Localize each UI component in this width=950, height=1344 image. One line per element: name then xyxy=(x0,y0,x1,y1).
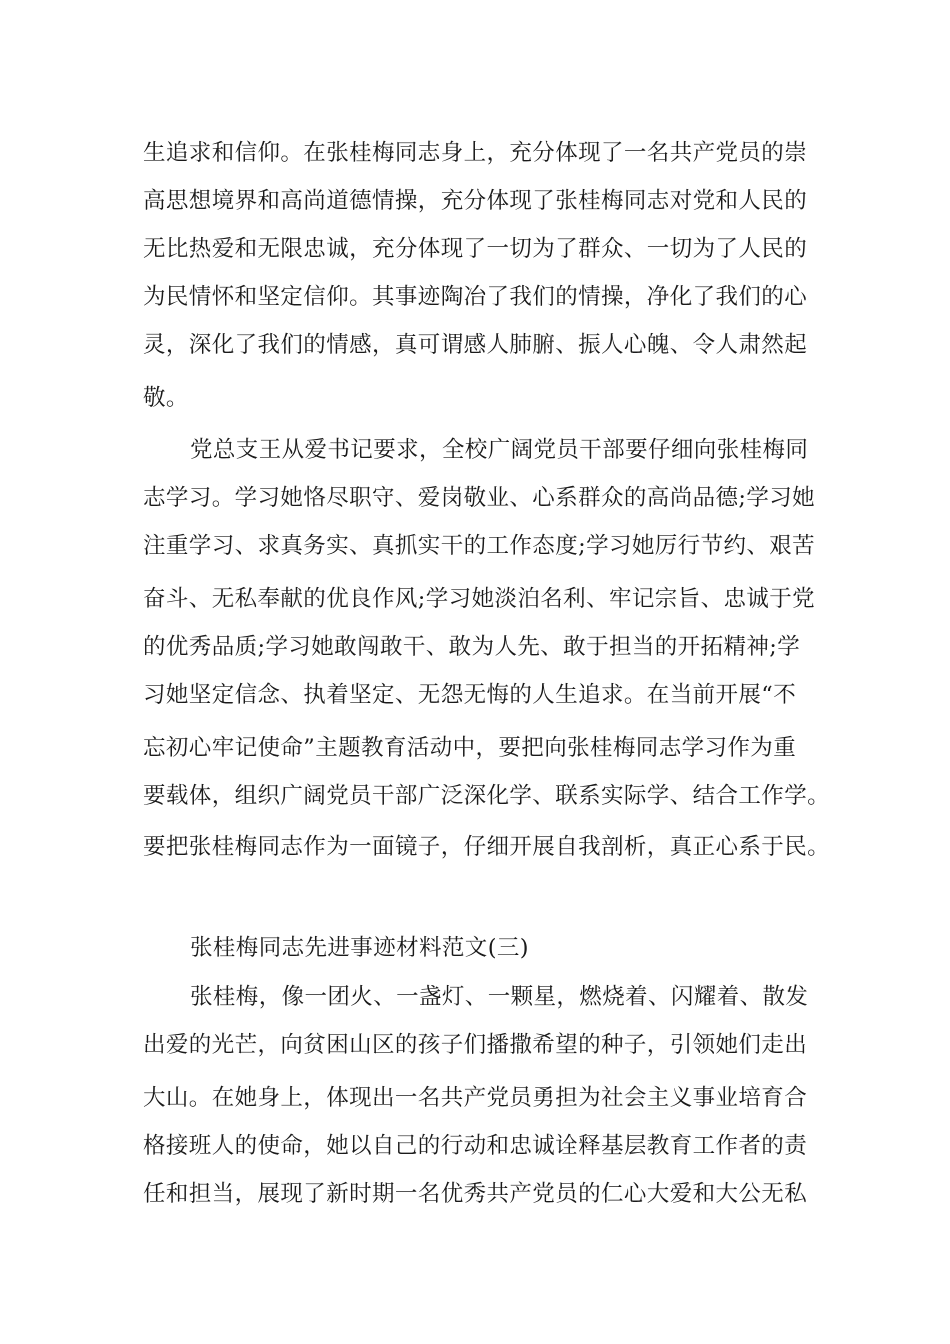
text-line: 高思想境界和高尚道德情操，充分体现了张桂梅同志对党和人民的 xyxy=(143,188,808,214)
text-line: 的优秀品质;学习她敢闯敢干、敢为人先、敢于担当的开拓精神;学 xyxy=(143,634,801,660)
section-heading: 张桂梅同志先进事迹材料范文(三) xyxy=(190,935,529,961)
text-line: 志学习。学习她恪尽职守、爱岗敬业、心系群众的高尚品德;学习她 xyxy=(143,485,816,511)
paragraph-first-line: 张桂梅，像一团火、一盏灯、一颗星，燃烧着、闪耀着、散发 xyxy=(190,984,809,1010)
text-line: 为民情怀和坚定信仰。其事迹陶冶了我们的情操，净化了我们的心 xyxy=(143,284,808,310)
text-line: 习她坚定信念、执着坚定、无怨无悔的人生追求。在当前开展“不 xyxy=(143,682,797,708)
text-line: 奋斗、无私奉献的优良作风;学习她淡泊名利、牢记宗旨、忠诚于党 xyxy=(143,586,816,612)
text-line: 无比热爱和无限忠诚，充分体现了一切为了群众、一切为了人民的 xyxy=(143,236,808,262)
text-line: 注重学习、求真务实、真抓实干的工作态度;学习她厉行节约、艰苦 xyxy=(143,533,816,559)
text-line: 敬。 xyxy=(143,385,189,411)
text-line: 灵，深化了我们的情感，真可谓感人肺腑、振人心魄、令人肃然起 xyxy=(143,332,808,358)
paragraph-first-line: 党总支王从爱书记要求，全校广阔党员干部要仔细向张桂梅同 xyxy=(190,437,809,463)
text-line: 格接班人的使命，她以自己的行动和忠诚诠释基层教育工作者的责 xyxy=(143,1133,808,1159)
text-line: 大山。在她身上，体现出一名共产党员勇担为社会主义事业培育合 xyxy=(143,1085,808,1111)
text-line: 出爱的光芒，向贫困山区的孩子们播撒希望的种子，引领她们走出 xyxy=(143,1032,808,1058)
text-line: 要把张桂梅同志作为一面镜子，仔细开展自我剖析，真正心系于民。 xyxy=(143,834,831,860)
text-line: 忘初心牢记使命”主题教育活动中，要把向张桂梅同志学习作为重 xyxy=(143,735,797,761)
text-line: 要载体，组织广阔党员干部广泛深化学、联系实际学、结合工作学。 xyxy=(143,783,831,809)
text-line: 任和担当，展现了新时期一名优秀共产党员的仁心大爱和大公无私 xyxy=(143,1181,808,1207)
text-line: 生追求和信仰。在张桂梅同志身上，充分体现了一名共产党员的崇 xyxy=(143,140,808,166)
